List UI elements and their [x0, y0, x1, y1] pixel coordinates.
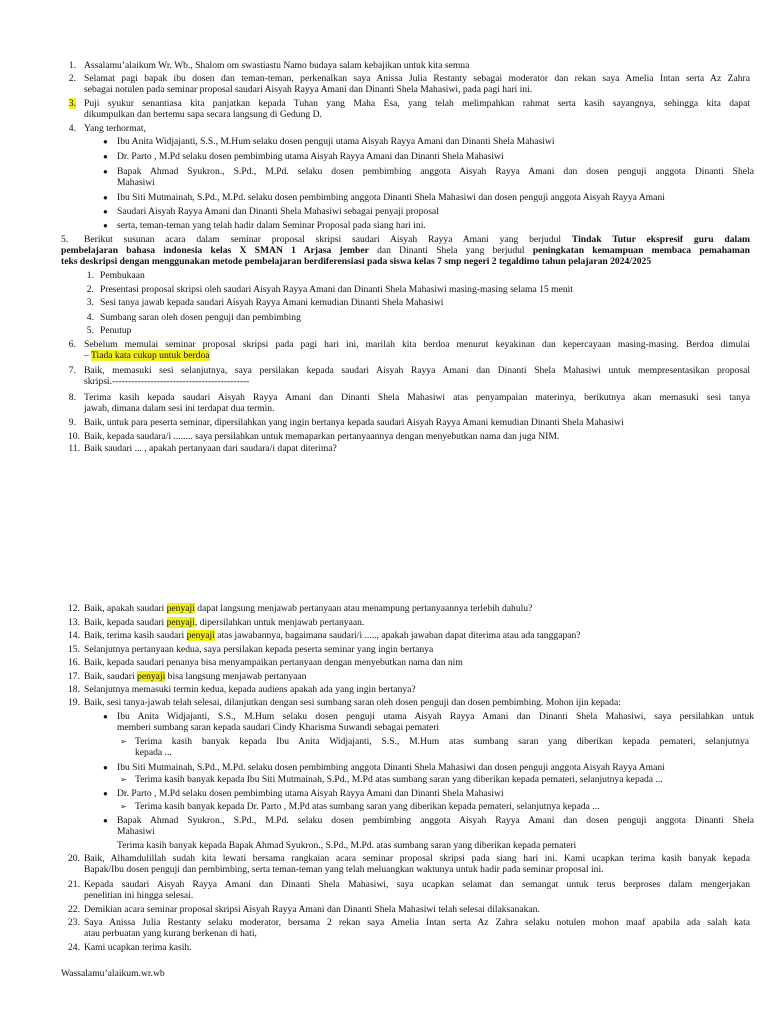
highlight: penyaji — [166, 617, 195, 628]
highlight: Tiada kata cukup untuk berdoa — [91, 350, 210, 361]
item-number: 14. — [68, 630, 80, 641]
item-number: 7. — [68, 365, 76, 376]
item-number: 16. — [68, 657, 80, 668]
item-number: 13. — [68, 617, 80, 628]
item-text: Baik, untuk para peserta seminar, dipersilahkan yang ingin bertanya kepada saudari Aisyah Rayya Amani kemudian Dinanti Shela Mahasiwi — [84, 417, 624, 428]
arrow-text: Terima kasih banyak kepada Dr. Parto , M.Pd atas sumbang saran yang diberikan kepada pemateri, selanjutnya kepada ... — [135, 801, 600, 812]
item-number: 22. — [68, 904, 80, 915]
item-text: teks deskripsi dengan menggunakan metode pembelajaran berdiferensiasi pada siswa kelas 7 smp negeri 2 tegaldimo tahun pelajaran 2024/2025 — [61, 256, 652, 267]
item-text: Baik, saudari penyaji bisa langsung menjawab pertanyaan — [84, 671, 307, 682]
item-text: Baik, terima kasih saudari penyaji atas jawabannya, bagaimana saudari/i ....., apakah jawaban dapat diterima atau ada tanggapan? — [84, 630, 581, 641]
item-text: Demikian acara seminar proposal skripsi Aisyah Rayya Amani dan Dinanti Shela Mahasiwi telah selesai dilaksanakan. — [84, 904, 540, 915]
bullet-icon: ● — [103, 221, 108, 230]
bullet-text: Saudari Aisyah Rayya Amani dan Dinanti Shela Mahasiwi sebagai penyaji proposal — [117, 206, 439, 217]
item-text: Baik, Alhamdulillah sudah kita lewati bersama rangkaian acara seminar proposal skripsi pada siang hari ini. Kami ucapkan terima kasih banyak kepada — [84, 853, 750, 864]
bullet-text: Ibu Siti Mutmainah, S.Pd., M.Pd. selaku dosen pembimbing anggota Dinanti Shela Mahasiwi dan dosen penguji anggota Aisyah Rayya Amani — [117, 762, 665, 773]
item-text: Selanjutnya pertanyaan kedua, saya persilakan kepada peserta seminar yang ingin bertanya — [84, 644, 434, 655]
highlight: penyaji — [166, 603, 195, 614]
item-text: Saya Anissa Julia Restanty selaku moderator, bersama 2 rekan saya Amelia Intan serta Az Zahra selaku notulen mohon maaf apabila ada salah kata — [84, 917, 750, 928]
bullet-text: Ibu Anita Widjajanti, S.S., M.Hum selaku dosen penguji utama Aisyah Rayya Amani dan Dinanti Shela Mahasiwi — [117, 136, 555, 147]
agenda-number: 1. — [86, 270, 94, 281]
bullet-text: Ibu Siti Mutmainah, S.Pd., M.Pd. selaku dosen pembimbing anggota Dinanti Shela Mahasiwi dan dosen penguji anggota Aisyah Rayya Amani — [117, 192, 665, 203]
item-number: 19. — [68, 697, 80, 708]
item-text: Baik, kepada saudari penyaji, dipersilahkan untuk menjawab pertanyaan. — [84, 617, 365, 628]
item-text: skripsi.------------------------------------------- — [84, 376, 250, 387]
agenda-number: 5. — [86, 325, 94, 336]
bullet-text: Dr. Parto , M.Pd selaku dosen pembimbing utama Aisyah Rayya Amani dan Dinanti Shela Mahasiwi — [117, 788, 504, 799]
item-text: Selamat pagi bapak ibu dosen dan teman-teman, perkenalkan saya Anissa Julia Restanty sebagai moderator dan rekan saya Amelia Intan serta Az Zahra — [84, 73, 750, 84]
item-text: pembelajaran bahasa indonesia kelas X SMAN 1 Arjasa jember dan Dinanti Shela yang berjudul peningkatan kemampuan membaca pemahaman — [61, 245, 750, 256]
bullet-icon: ● — [103, 763, 108, 772]
item-number: 23. — [68, 917, 80, 928]
item-text: Baik, kepada saudari penanya bisa menyampaikan pertanyaan dengan menyebutkan nama dan nim — [84, 657, 463, 668]
item-text: atau perbuatan yang kurang berkenan di hati, — [84, 928, 257, 939]
agenda-item: Pembukaan — [100, 270, 145, 281]
item-text: Baik, kepada saudara/i ........ saya persilahkan untuk memaparkan pertanyaannya dengan menyebutkan nama dan juga NIM. — [84, 431, 560, 442]
agenda-item: Sesi tanya jawab kepada saudari Aisyah Rayya Amani kemudian Dinanti Shela Mahasiwi — [100, 297, 444, 308]
highlight: penyaji — [137, 671, 166, 682]
agenda-item: Presentasi proposal skripsi oleh saudari Aisyah Rayya Amani dan Dinanti Shela Mahasiwi masing-masing selama 15 menit — [100, 284, 573, 295]
agenda-item: Sumbang saran oleh dosen penguji dan pembimbing — [100, 312, 301, 323]
signoff-text: Wassalamu’alaikum.wr.wb — [61, 968, 165, 979]
bullet-icon: ● — [103, 712, 108, 721]
bullet-text: Mahasiwi — [117, 177, 155, 188]
item-number: 6. — [68, 339, 76, 350]
item-number: 8. — [68, 392, 76, 403]
bullet-text: memberi sumbang saran kepada saudari Cindy Kharisma Suwandi sebagai pemateri — [117, 722, 440, 733]
bullet-icon: ● — [103, 152, 108, 161]
item-text: Kepada saudari Aisyah Rayya Amani dan Dinanti Shela Mahasiwi, saya ucapkan selamat dan semangat untuk terus berproses dalam mengerjakan — [84, 879, 750, 890]
item-number: 24. — [68, 942, 80, 953]
item-text: Selanjutnya memasuki termin kedua, kepada audiens apakah ada yang ingin bertanya? — [84, 684, 416, 695]
arrow-text: kepada ... — [135, 747, 172, 758]
item-text: Yang terhormat, — [84, 123, 146, 134]
item-text: Puji syukur senantiasa kita panjatkan kepada Tuhan yang Maha Esa, yang telah melimpahkan rahmat serta kasih sayangnya, sehingga kita dapat — [84, 98, 750, 109]
arrow-text: Terima kasih banyak kepada Ibu Anita Widjajanti, S.S., M.Hum atas sumbang saran yang diberikan kepada pemateri, selanjutnya — [135, 736, 749, 747]
bullet-icon: ● — [103, 137, 108, 146]
item-text: Bapak/Ibu dosen penguji dan pembimbing, serta teman-teman yang telah meluangkan waktunya untuk hadir pada seminar proposal ini. — [84, 864, 604, 875]
item-text: Assalamu’alaikum Wr. Wb., Shalom om swastiastu Namo budaya salam kebajikan untuk kita semua — [84, 60, 470, 71]
arrow-text: Terima kasih banyak kepada Ibu Siti Mutmainah, S.Pd., M.Pd atas sumbang saran yang diberikan kepada pemateri, selanjutnya kepada ... — [135, 774, 663, 785]
item-number: 10. — [68, 431, 80, 442]
item-number: 18. — [68, 684, 80, 695]
item-number: 20. — [68, 853, 80, 864]
item-number: 12. — [68, 603, 80, 614]
item-number: 9. — [68, 417, 76, 428]
item-number: 15. — [68, 644, 80, 655]
item-text: Baik, apakah saudari penyaji dapat langsung menjawab pertanyaan atau menampung pertanyaannya terlebih dahulu? — [84, 603, 533, 614]
item-text: Baik, sesi tanya-jawab telah selesai, dilanjutkan dengan sesi sumbang saran oleh dosen penguji dan dosen pembimbing. Mohon ijin kepada: — [84, 697, 621, 708]
agenda-item: Penutup — [100, 325, 132, 336]
item-text: sebagai notulen pada seminar proposal saudari Aisyah Rayya Amani dan Dinanti Shela Mahasiwi, pada pagi hari ini. — [84, 84, 533, 95]
agenda-number: 2. — [86, 284, 94, 295]
item-text: Terima kasih kepada saudari Aisyah Rayya Amani dan Dinanti Shela Mahasiwi atas penyampaian materinya, berikutnya akan memasuki sesi tanya — [84, 392, 750, 403]
item-number: 21. — [68, 879, 80, 890]
highlight: penyaji — [186, 630, 215, 641]
bullet-text: Bapak Ahmad Syukron., S.Pd., M.Pd. selaku dosen pembimbing anggota Aisyah Rayya Amani dan dosen penguji anggota Dinanti Shela — [117, 815, 754, 826]
bullet-text: Ibu Anita Widjajanti, S.S., M.Hum selaku dosen penguji utama Aisyah Rayya Amani dan Dinanti Shela Mahasiwi, saya persilahkan untuk — [117, 711, 754, 722]
bullet-text: Bapak Ahmad Syukron., S.Pd., M.Pd. selaku dosen pembimbing anggota Aisyah Rayya Amani dan dosen penguji anggota Dinanti Shela — [117, 166, 754, 177]
agenda-number: 4. — [86, 312, 94, 323]
item-number: 2. — [68, 73, 76, 84]
bullet-icon: ● — [103, 789, 108, 798]
agenda-number: 3. — [86, 297, 94, 308]
bullet-text: Dr. Parto , M.Pd selaku dosen pembimbing utama Aisyah Rayya Amani dan Dinanti Shela Mahasiwi — [117, 151, 504, 162]
item-text: Baik, memasuki sesi selanjutnya, saya persilakan kepada saudari Aisyah Rayya Amani dan Dinanti Shela Mahasiwi untuk mempresentasikan proposal — [84, 365, 750, 376]
item-number: 17. — [68, 671, 80, 682]
item-number: 1. — [68, 60, 76, 71]
item-number: 5. — [61, 234, 69, 245]
highlight: 3. — [68, 98, 76, 109]
arrow-icon: ➢ — [120, 775, 127, 784]
bullet-icon: ● — [103, 193, 108, 202]
item-text: dikumpulkan dan bertemu sapa secara langsung di Gedung D. — [84, 109, 322, 120]
arrow-icon: ➢ — [120, 737, 127, 746]
arrow-icon: ➢ — [120, 802, 127, 811]
bullet-text: Terima kasih banyak kepada Bapak Ahmad Syukron., S.Pd., M.Pd. atas sumbang saran yang diberikan kepada pemateri — [117, 840, 577, 851]
bullet-text: Mahasiwi — [117, 826, 155, 837]
bullet-icon: ● — [103, 207, 108, 216]
bullet-icon: ● — [103, 816, 108, 825]
item-number: 4. — [68, 123, 76, 134]
item-text: Baik saudari ... , apakah pertanyaan dari saudara/i dapat diterima? — [84, 443, 337, 454]
item-text: Sebelum memulai seminar proposal skripsi pada pagi hari ini, marilah kita berdoa menurut keyakinan dan kepercayaan masing-masing. Berdoa dimulai — [84, 339, 750, 350]
item-text: jawab, dimana dalam sesi ini terdapat dua termin. — [84, 403, 275, 414]
bullet-icon: ● — [103, 167, 108, 176]
item-text: Kami ucapkan terima kasih. — [84, 942, 192, 953]
item-number: 11. — [68, 443, 80, 454]
item-text: penelitian ini hingga selesai. — [84, 890, 194, 901]
bullet-text: serta, teman-teman yang telah hadir dalam Seminar Proposal pada siang hari ini. — [117, 220, 426, 231]
item-number — [56, 98, 76, 109]
item-text: Berikut susunan acara dalam seminar proposal skripsi saudari Aisyah Rayya Amani yang berjudul Tindak Tutur ekspresif guru dalam — [84, 234, 750, 245]
item-text: – Tiada kata cukup untuk berdoa — [84, 350, 210, 361]
